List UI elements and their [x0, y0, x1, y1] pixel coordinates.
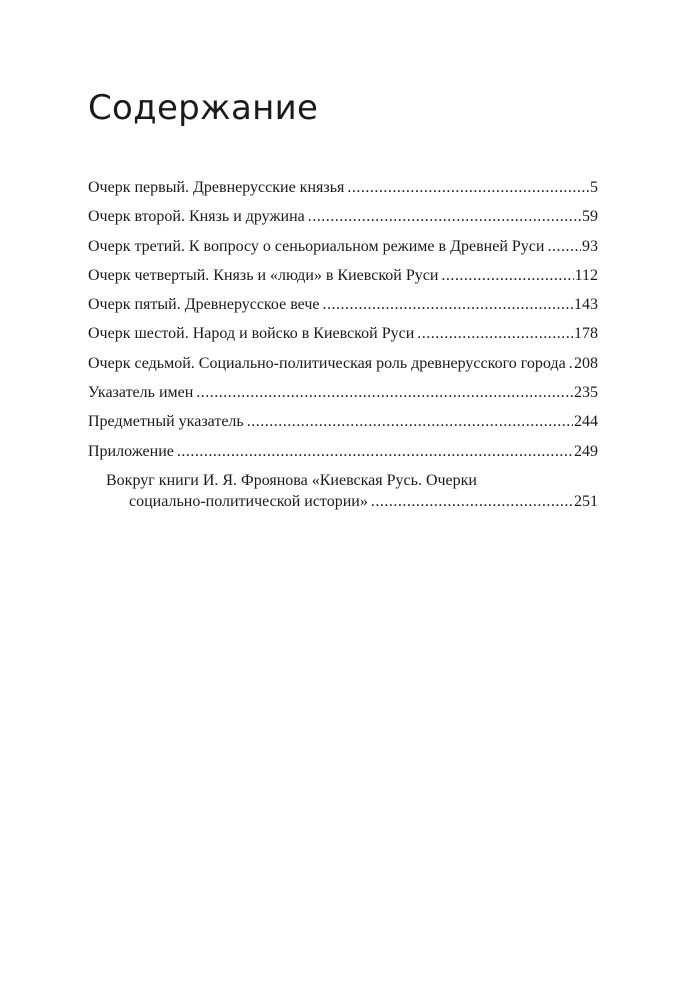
toc-entry[interactable]: [88, 437, 598, 466]
toc-entry-title: Очерк шестой. Народ и войско в Киевской Руси: [88, 325, 415, 343]
toc-entry[interactable]: [88, 349, 598, 378]
toc-entry-title: Очерк первый. Древнерусские князья: [88, 179, 345, 196]
toc-entry[interactable]: [88, 261, 598, 290]
dot-leader: [177, 437, 573, 466]
toc-entry[interactable]: [88, 173, 598, 202]
toc-subentry-title-line1: Вокруг книги И. Я. Фроянова «Киевская Русь. Очерки: [106, 471, 477, 489]
toc-subentry-row: [129, 491, 598, 512]
toc-subentry-title-line2: социально-политической истории»: [129, 492, 368, 510]
toc-entry-title: Предметный указатель: [88, 413, 244, 431]
toc-entry[interactable]: [88, 407, 598, 436]
toc-entry-page: 143: [574, 296, 598, 314]
page-title: Содержание: [88, 88, 319, 128]
toc-subentry-page: 251: [574, 492, 598, 510]
table-of-contents: [88, 173, 598, 512]
toc-entry[interactable]: [88, 290, 598, 319]
dot-leader: [371, 491, 573, 512]
toc-entry[interactable]: [88, 232, 598, 261]
toc-entry-title: Очерк четвертый. Князь и «люди» в Киевской Руси: [88, 266, 439, 284]
toc-entry-title: Очерк второй. Князь и дружина: [88, 208, 305, 226]
toc-entry-page: 59: [582, 208, 598, 226]
toc-entry-page: 244: [574, 413, 598, 431]
dot-leader: [547, 232, 581, 261]
toc-entry-page: 235: [574, 384, 598, 402]
toc-entry[interactable]: [88, 319, 598, 348]
dot-leader: [196, 378, 573, 407]
toc-entry[interactable]: [88, 202, 598, 231]
toc-entry-title: Указатель имен: [88, 384, 194, 402]
toc-subentry[interactable]: [106, 470, 598, 512]
toc-entry-title: Очерк третий. К вопросу о сеньориальном режиме в Древней Руси: [88, 237, 545, 255]
toc-entry-page: 208: [574, 354, 598, 372]
dot-leader: [441, 261, 573, 290]
toc-entry-title: Приложение: [88, 442, 174, 460]
dot-leader: [417, 319, 573, 348]
dot-leader: [247, 407, 573, 436]
toc-entry[interactable]: [88, 378, 598, 407]
dot-leader: [323, 290, 574, 319]
dot-leader: [308, 202, 581, 231]
dot-leader: [347, 173, 589, 202]
toc-entry-page: 178: [574, 325, 598, 343]
toc-entry-title: Очерк пятый. Древнерусское вече: [88, 296, 320, 314]
toc-entry-page: 93: [582, 237, 598, 255]
toc-entry-page: 112: [574, 266, 598, 284]
toc-entry-page: 5: [590, 179, 598, 196]
toc-entry-page: 249: [574, 442, 598, 460]
toc-entry-title: Очерк седьмой. Социально-политическая роль древнерусского города: [88, 354, 566, 372]
